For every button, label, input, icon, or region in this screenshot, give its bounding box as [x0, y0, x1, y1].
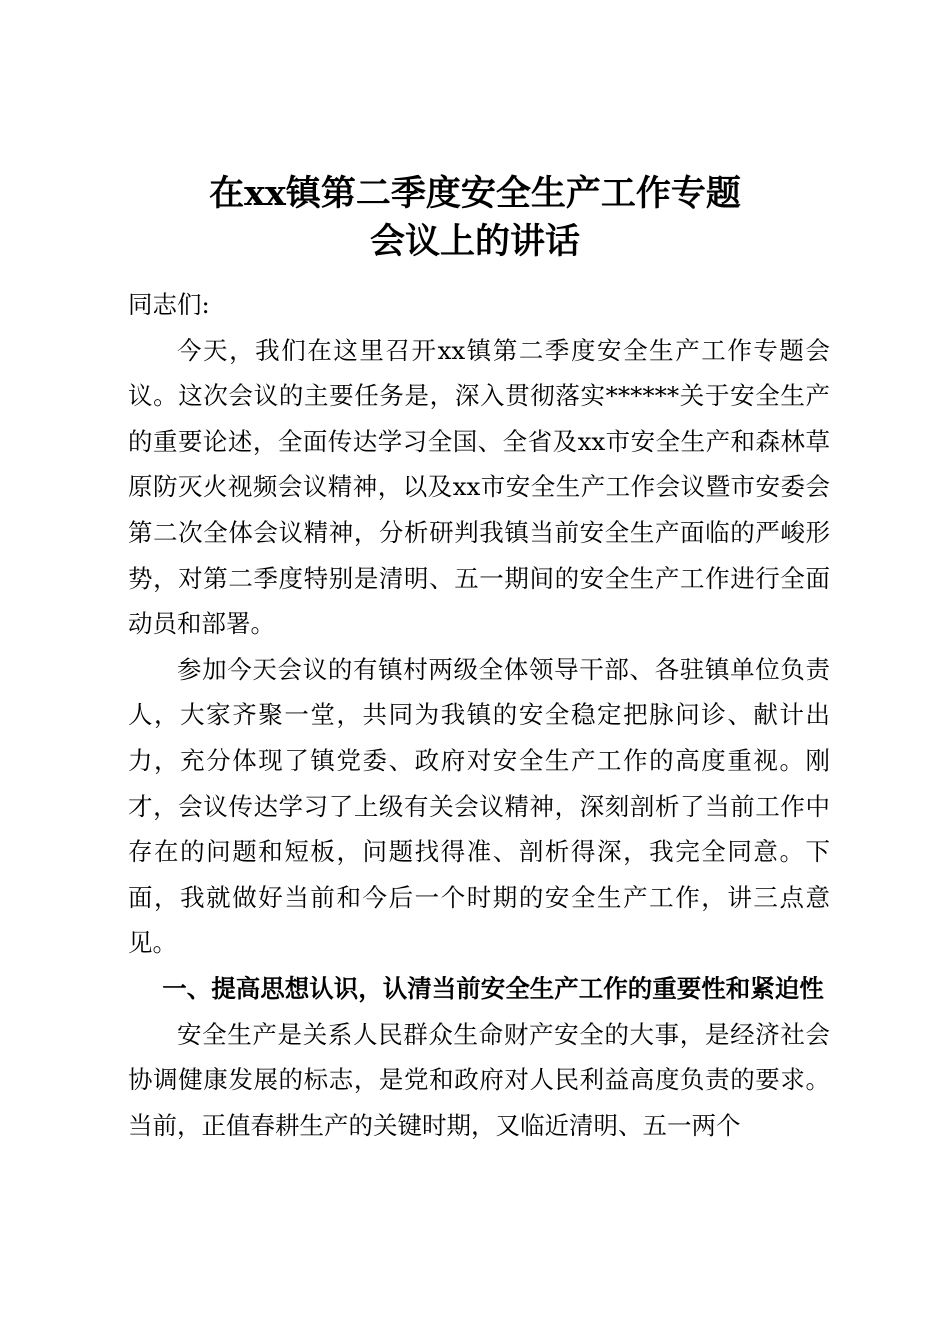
document-title-line-2: 会议上的讲话 — [369, 221, 580, 262]
paragraph-attendees: 参加今天会议的有镇村两级全体领导干部、各驻镇单位负责人，大家齐聚一堂，共同为我镇的安全稳定把脉问诊、献计出力，充分体现了镇党委、政府对安全生产工作的高度重视。刚才，会议传达学习了上级有关会议精神，深刻剖析了当前工作中存在的问题和短板，问题找得准、剖析得深，我完全同意。下面，我就做好当前和今后一个时期的安全生产工作，讲三点意见。 — [128, 654, 830, 958]
paragraph-opening: 今天，我们在这里召开xx镇第二季度安全生产工作专题会议。这次会议的主要任务是，深入贯彻落实******关于安全生产的重要论述，全面传达学习全国、全省及xx市安全生产和森林草原防灭火视频会议精神，以及xx市安全生产工作会议暨市安委会第二次全体会议精神，分析研判我镇当前安全生产面临的严峻形势，对第二季度特别是清明、五一期间的安全生产工作进行全面动员和部署。 — [128, 335, 830, 639]
salutation: 同志们: — [128, 290, 210, 319]
paragraph-section-1: 安全生产是关系人民群众生命财产安全的大事，是经济社会协调健康发展的标志，是党和政府对人民利益高度负责的要求。当前，正值春耕生产的关键时期，又临近清明、五一两个 — [128, 1019, 830, 1140]
section-heading-1: 一、提高思想认识，认清当前安全生产工作的重要性和紧迫性 — [162, 973, 824, 1003]
document-body — [128, 282, 830, 1148]
document-title-line-1: 在xx镇第二季度安全生产工作专题 — [209, 173, 741, 214]
